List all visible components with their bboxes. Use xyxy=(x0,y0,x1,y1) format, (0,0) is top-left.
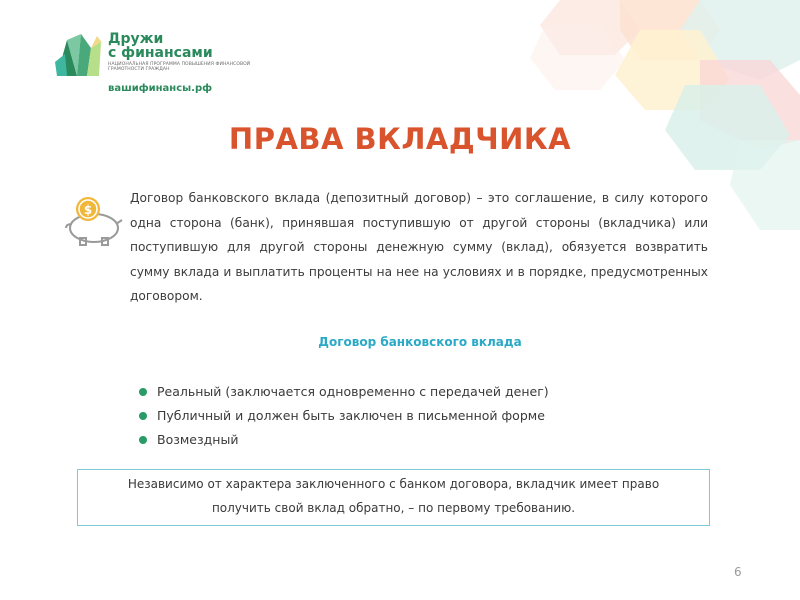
page-number: 6 xyxy=(734,565,742,579)
svg-text:$: $ xyxy=(83,203,93,217)
list-item-text: Реальный (заключается одновременно с передачей денег) xyxy=(157,384,549,399)
note-line2: получить свой вклад обратно, – по первому требованию. xyxy=(211,501,576,515)
deposit-contract-definition: Договор банковского вклада (депозитный договор) – это соглашение, в силу которого одна сторона (банк), принявшая поступившую от другой стороны (вкладчика) или поступившую для другой стороны денежную сумму (вклад), обязуется возвратить сумму вклада и выплатить проценты на нее на условиях и в порядке, предусмотренных договором. xyxy=(130,191,708,303)
logo-name-line1: Дружи xyxy=(108,31,164,47)
list-item xyxy=(139,428,549,452)
contract-features-list xyxy=(139,380,549,452)
bullet-dot-icon xyxy=(139,388,147,396)
brand-logo xyxy=(55,32,255,102)
logo-name-line2: с финансами xyxy=(108,45,213,61)
note-line1: Независимо от характера заключенного с банком договора, вкладчик имеет право xyxy=(127,477,660,491)
bullet-dot-icon xyxy=(139,436,147,444)
logo-mark-icon xyxy=(55,32,105,77)
bullet-dot-icon xyxy=(139,412,147,420)
logo-name xyxy=(108,32,213,60)
slide-title: ПРАВА ВКЛАДЧИКА xyxy=(228,122,572,156)
list-item-text: Возмездный xyxy=(157,432,239,447)
piggy-bank-icon xyxy=(60,194,124,246)
logo-url: вашифинансы.рф xyxy=(108,83,213,94)
list-item-text: Публичный и должен быть заключен в письменной форме xyxy=(157,408,545,423)
section-subheading: Договор банковского вклада xyxy=(318,335,522,349)
list-item xyxy=(139,380,549,404)
logo-tagline: НАЦИОНАЛЬНАЯ ПРОГРАММА ПОВЫШЕНИЯ ФИНАНСОВОЙ ГРАМОТНОСТИ ГРАЖДАН xyxy=(108,62,251,72)
list-item xyxy=(139,404,549,428)
depositor-rights-note xyxy=(77,469,710,526)
